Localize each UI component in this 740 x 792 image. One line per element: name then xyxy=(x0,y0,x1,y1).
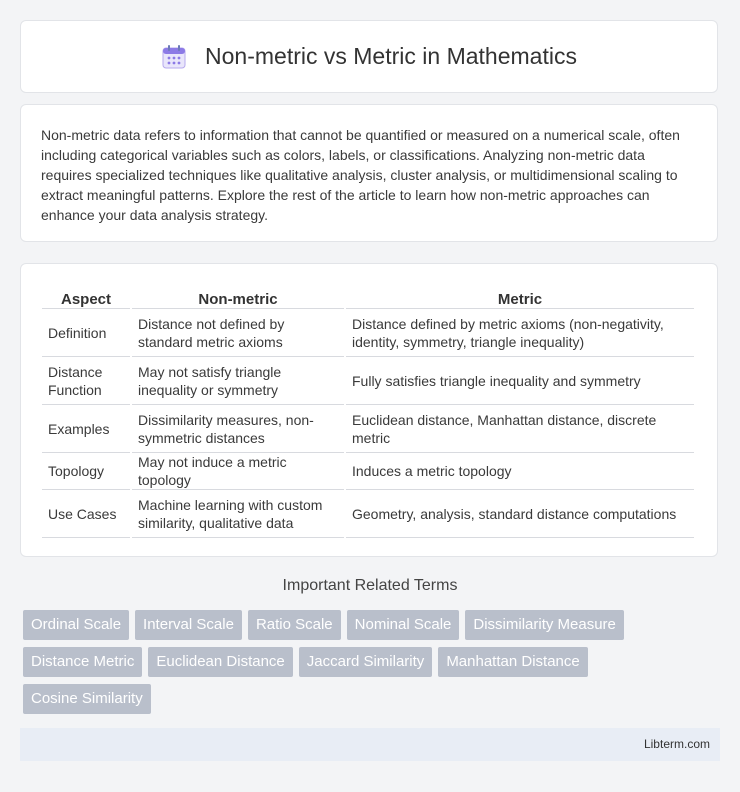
header-card xyxy=(20,20,718,93)
tag-euclidean-distance[interactable]: Euclidean Distance xyxy=(148,647,292,677)
footer xyxy=(20,728,720,761)
table-cell-aspect: Distance Function xyxy=(42,357,130,405)
table-cell-non-metric: May not satisfy triangle inequality or symmetry xyxy=(132,357,344,405)
tag-nominal-scale[interactable]: Nominal Scale xyxy=(347,610,460,640)
table-cell-aspect: Use Cases xyxy=(42,490,130,538)
footer-brand-link[interactable]: Libterm.com xyxy=(643,737,710,751)
table-cell-non-metric: May not induce a metric topology xyxy=(132,453,344,490)
tag-ratio-scale[interactable]: Ratio Scale xyxy=(248,610,341,640)
table-cell-non-metric: Dissimilarity measures, non-symmetric distances xyxy=(132,405,344,453)
table-row xyxy=(42,490,694,538)
tag-manhattan-distance[interactable]: Manhattan Distance xyxy=(438,647,587,677)
related-terms-tags xyxy=(23,610,723,721)
tag-cosine-similarity[interactable]: Cosine Similarity xyxy=(23,684,151,714)
calendar-icon xyxy=(161,44,187,70)
table-cell-aspect: Topology xyxy=(42,453,130,490)
tag-dissimilarity-measure[interactable]: Dissimilarity Measure xyxy=(465,610,624,640)
table-row xyxy=(42,405,694,453)
table-cell-aspect: Examples xyxy=(42,405,130,453)
intro-card xyxy=(20,104,718,242)
table-row xyxy=(42,357,694,405)
table-cell-non-metric: Distance not defined by standard metric axioms xyxy=(132,309,344,357)
table-cell-metric: Euclidean distance, Manhattan distance, discrete metric xyxy=(346,405,694,453)
page-title: Non-metric vs Metric in Mathematics xyxy=(205,43,577,69)
table-header-row xyxy=(42,284,694,309)
table-cell-metric: Geometry, analysis, standard distance computations xyxy=(346,490,694,538)
tag-distance-metric[interactable]: Distance Metric xyxy=(23,647,142,677)
column-header-non-metric: Non-metric xyxy=(132,284,344,309)
table-cell-non-metric: Machine learning with custom similarity, qualitative data xyxy=(132,490,344,538)
tag-interval-scale[interactable]: Interval Scale xyxy=(135,610,242,640)
table-cell-aspect: Definition xyxy=(42,309,130,357)
comparison-table xyxy=(40,284,696,538)
table-row xyxy=(42,309,694,357)
tag-jaccard-similarity[interactable]: Jaccard Similarity xyxy=(299,647,433,677)
column-header-metric: Metric xyxy=(346,284,694,309)
intro-paragraph: Non-metric data refers to information that cannot be quantified or measured on a numerical scale, often including categorical variables such as colors, labels, or classifications. Analyzing non-metric data requires specialized techniques like qualitative analysis, cluster analysis, or multidimensional scaling to extract meaningful patterns. Explore the rest of the article to learn how non-metric approaches can enhance your data analysis strategy. xyxy=(41,127,680,223)
related-terms-heading: Important Related Terms xyxy=(282,577,458,594)
comparison-table-card xyxy=(20,263,718,557)
table-cell-metric: Distance defined by metric axioms (non-negativity, identity, symmetry, triangle inequality) xyxy=(346,309,694,357)
tag-ordinal-scale[interactable]: Ordinal Scale xyxy=(23,610,129,640)
table-row xyxy=(42,453,694,490)
table-cell-metric: Induces a metric topology xyxy=(346,453,694,490)
column-header-aspect: Aspect xyxy=(42,284,130,309)
table-cell-metric: Fully satisfies triangle inequality and symmetry xyxy=(346,357,694,405)
